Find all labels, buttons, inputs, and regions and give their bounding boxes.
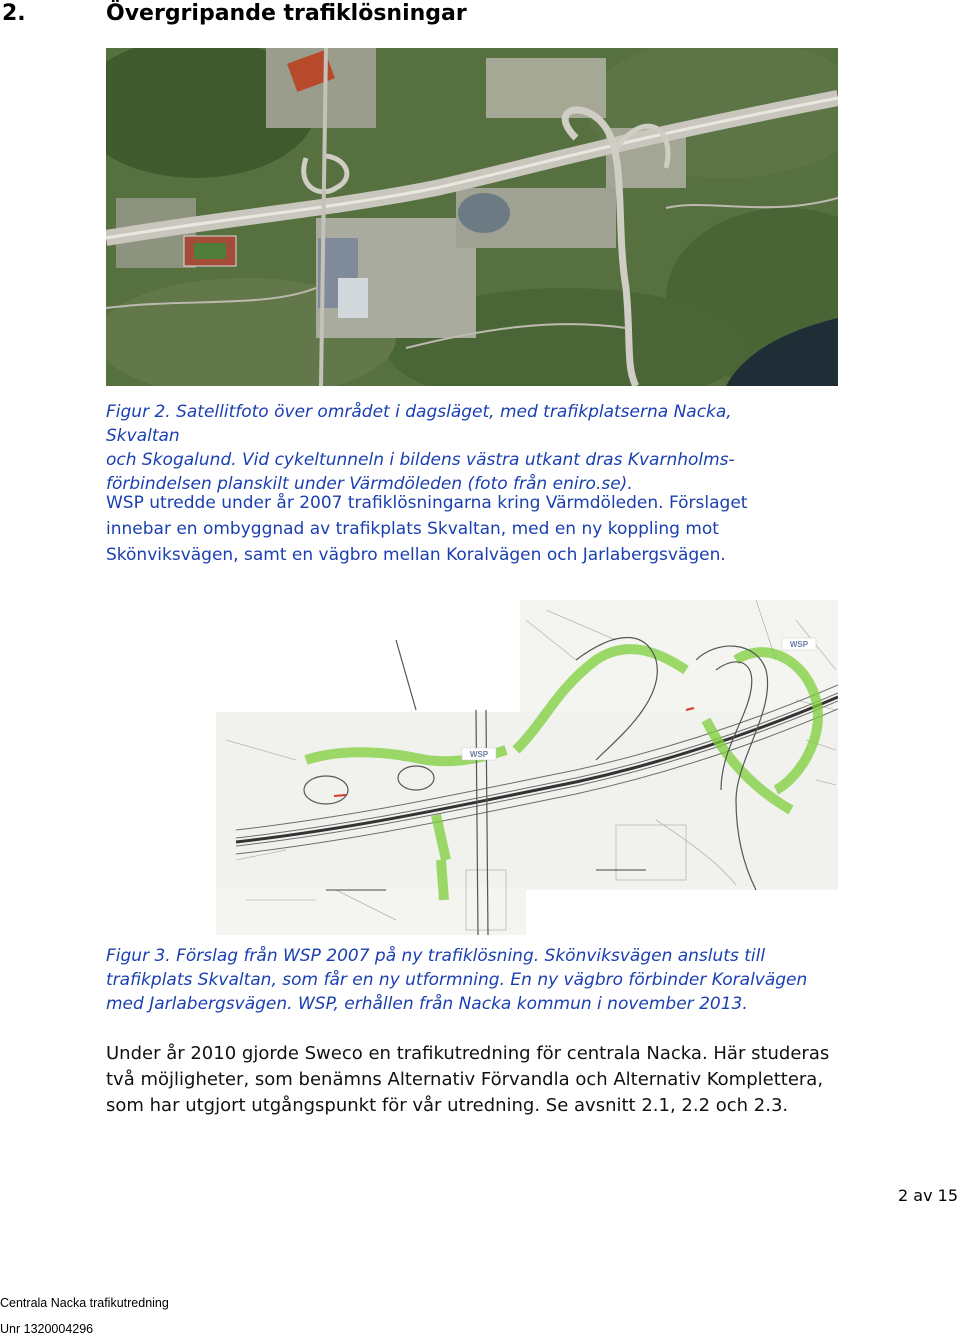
caption-line: Figur 3. Förslag från WSP 2007 på ny trafiklösning. Skönviksvägen ansluts till (106, 946, 766, 966)
caption-line: med Jarlabergsvägen. WSP, erhållen från Nacka kommun i november 2013. (106, 994, 748, 1014)
page-number: 2 av 15 (898, 1186, 958, 1205)
wsp-logo-text: WSP (469, 750, 489, 759)
caption-line: trafikplats Skvaltan, som får en ny utformning. En ny vägbro förbinder Koralvägen (106, 970, 808, 990)
paragraph-line: som har utgjort utgångspunkt för vår utredning. Se avsnitt 2.1, 2.2 och 2.3. (106, 1095, 789, 1116)
caption-line: och Skogalund. Vid cykeltunneln i bildens västra utkant dras Kvarnholms- (106, 450, 735, 470)
footer-project-name: Centrala Nacka trafikutredning (0, 1296, 169, 1310)
section-heading (0, 0, 960, 30)
caption-line: förbindelsen planskilt under Värmdöleden (foto från eniro.se). (106, 474, 633, 494)
footer-unr: Unr 1320004296 (0, 1322, 94, 1336)
paragraph-line: WSP utredde under år 2007 trafiklösningarna kring Värmdöleden. Förslaget (106, 493, 748, 513)
paragraph-line: innebar en ombyggnad av trafikplats Skvaltan, med en ny koppling mot (106, 519, 719, 539)
wsp-logo-text: WSP (789, 640, 809, 649)
paragraph-line: Skönviksvägen, samt en vägbro mellan Koralvägen och Jarlabergsvägen. (106, 545, 726, 565)
section-title: Övergripande trafiklösningar (106, 1, 467, 26)
caption-line: Figur 2. Satellitfoto över området i dagsläget, med trafikplatserna Nacka, Skvaltan (106, 402, 732, 446)
paragraph-line: Under år 2010 gjorde Sweco en trafikutredning för centrala Nacka. Här studeras (106, 1043, 830, 1064)
figure-2-caption (106, 400, 806, 496)
wsp-road-plan (216, 600, 838, 935)
paragraph-line: två möjligheter, som benämns Alternativ Förvandla och Alternativ Komplettera, (106, 1069, 824, 1090)
section-number: 2. (2, 1, 26, 26)
paragraph-sweco-2010 (106, 1041, 856, 1119)
satellite-photo (106, 48, 838, 386)
paragraph-wsp-2007 (106, 490, 846, 568)
figure-3-caption (106, 944, 846, 1016)
